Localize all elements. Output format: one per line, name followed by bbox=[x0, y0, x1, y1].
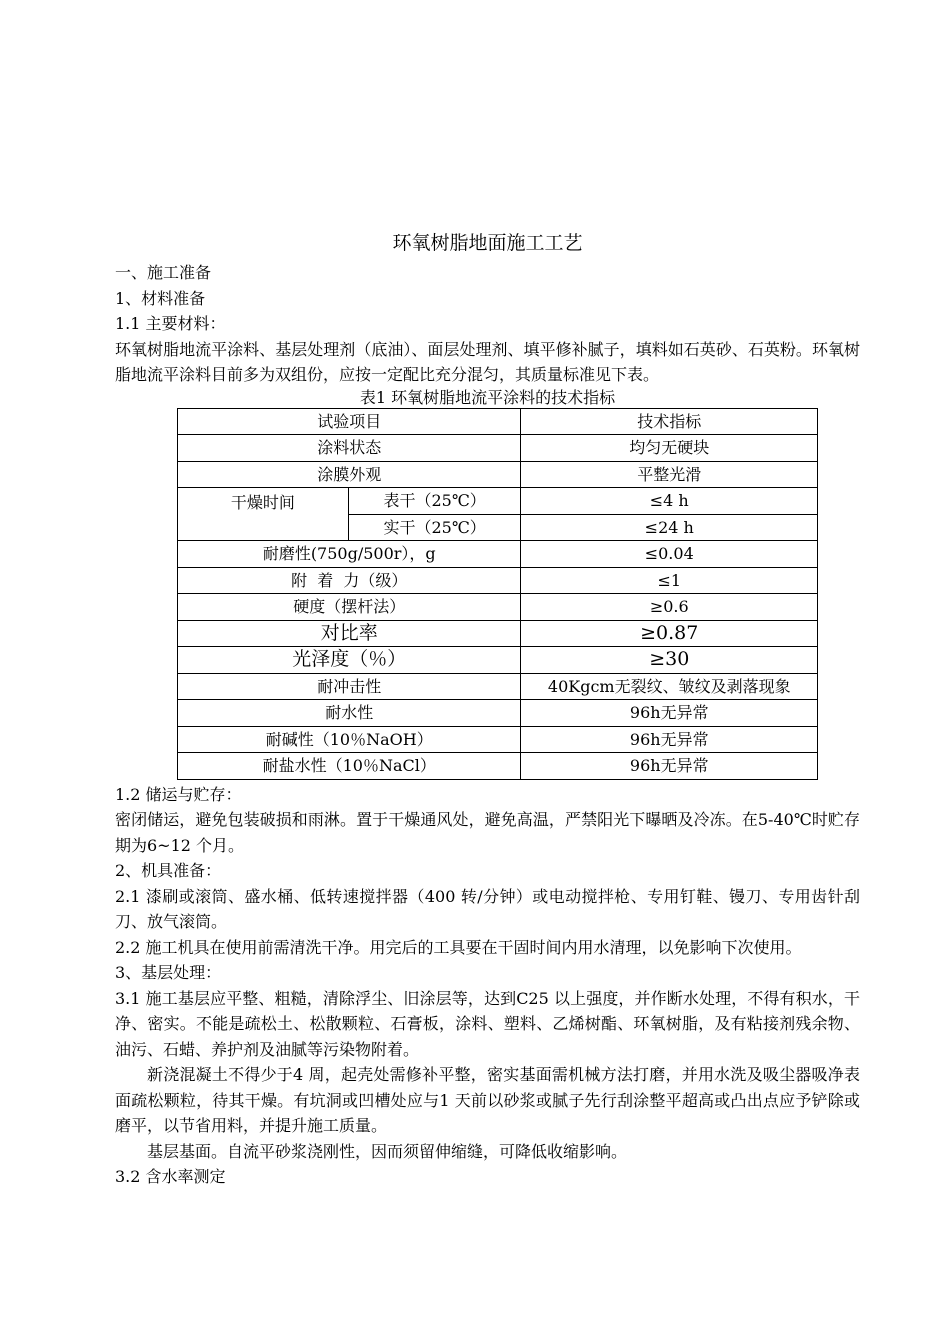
table-row bbox=[178, 461, 818, 488]
table-header-cell: 技术指标 bbox=[521, 408, 818, 435]
tools-2-2-paragraph: 2.2 施工机具在使用前需清洗干净。用完后的工具要在干固时间内用水清理，以免影响下次使用。 bbox=[115, 937, 802, 957]
table-cell: ≤0.04 bbox=[521, 541, 818, 568]
table-cell: ≥0.6 bbox=[521, 594, 818, 621]
storage-paragraph: 密闭储运，避免包装破损和雨淋。置于干燥通风处，避免高温，严禁阳光下曝晒及冷冻。在5-40℃时贮存期为6~12 个月。 bbox=[115, 810, 860, 855]
table-row bbox=[178, 488, 818, 515]
section-1-1-heading: 1、材料准备 bbox=[115, 288, 206, 308]
table-cell: 耐冲击性 bbox=[178, 673, 521, 700]
base-3-1-paragraph: 3.1 施工基层应平整、粗糙，清除浮尘、旧涂层等，达到C25 以上强度，并作断水处理，不得有积水，干净、密实。不能是疏松土、松散颗粒、石膏板，涂料、塑料、乙烯树酯、环氧树脂，及有粘接剂残余物、油污、石蜡、养护剂及油腻等污染物附着。 bbox=[115, 988, 860, 1059]
table-cell: 涂料状态 bbox=[178, 435, 521, 462]
section-3-heading: 3、基层处理： bbox=[115, 963, 222, 982]
table-cell: ≤4 h bbox=[521, 488, 818, 515]
table-caption: 表1 环氧树脂地流平涂料的技术指标 bbox=[359, 387, 616, 407]
table-cell: 耐水性 bbox=[178, 700, 521, 727]
tools-2-1-paragraph: 2.1 漆刷或滚筒、盛水桶、低转速搅拌器（400 转/分钟）或电动搅拌枪、专用钉鞋、镘刀、专用齿针刮刀、放气滚筒。 bbox=[115, 886, 860, 931]
table-header-cell: 试验项目 bbox=[178, 408, 521, 435]
table-cell: 表干（25℃） bbox=[348, 488, 521, 515]
table-cell: 96h无异常 bbox=[521, 753, 818, 780]
table-cell: 耐盐水性（10％NaCl） bbox=[178, 753, 521, 780]
table-cell: 耐碱性（10％NaOH） bbox=[178, 726, 521, 753]
table-row bbox=[178, 726, 818, 753]
table-cell: 平整光滑 bbox=[521, 461, 818, 488]
table-header-row bbox=[178, 408, 818, 435]
table-cell: 附 着 力（级） bbox=[178, 567, 521, 594]
table-cell: 硬度（摆杆法） bbox=[178, 594, 521, 621]
spec-table bbox=[177, 408, 818, 780]
table-cell: ≥0.87 bbox=[521, 620, 818, 647]
table-cell: 干燥时间 bbox=[178, 488, 349, 541]
table-row bbox=[178, 700, 818, 727]
table-cell: 40Kgcm无裂纹、皱纹及剥落现象 bbox=[521, 673, 818, 700]
document-page bbox=[115, 228, 860, 1190]
table-cell: 96h无异常 bbox=[521, 726, 818, 753]
section-3-2-heading: 3.2 含水率测定 bbox=[115, 1167, 226, 1186]
table-cell: 96h无异常 bbox=[521, 700, 818, 727]
table-cell: ≤1 bbox=[521, 567, 818, 594]
document-title: 环氧树脂地面施工工艺 bbox=[392, 232, 583, 254]
table-cell: 涂膜外观 bbox=[178, 461, 521, 488]
materials-paragraph: 环氧树脂地流平涂料、基层处理剂（底油）、面层处理剂、填平修补腻子，填料如石英砂、石英粉。环氧树脂地流平涂料目前多为双组份，应按一定配比充分混匀，其质量标准见下表。 bbox=[115, 339, 860, 384]
table-row bbox=[178, 567, 818, 594]
section-1-heading: 一、施工准备 bbox=[115, 263, 212, 282]
table-cell: ≥30 bbox=[521, 647, 818, 674]
table-cell: 均匀无硬块 bbox=[521, 435, 818, 462]
table-cell: 实干（25℃） bbox=[348, 514, 521, 541]
table-row bbox=[178, 753, 818, 780]
table-row bbox=[178, 647, 818, 674]
table-row bbox=[178, 594, 818, 621]
table-row bbox=[178, 435, 818, 462]
section-1-2-heading: 1.2 储运与贮存： bbox=[115, 784, 242, 804]
section-1-1-1-heading: 1.1 主要材料： bbox=[115, 314, 226, 333]
table-cell: 对比率 bbox=[178, 620, 521, 647]
base-paragraph-2: 新浇混凝土不得少于4 周，起壳处需修补平整，密实基面需机械方法打磨，并用水洗及吸尘器吸净表面疏松颗粒，待其干燥。有坑洞或凹槽处应与1 天前以砂浆或腻子先行刮涂整平超高或凸出点应予铲除或磨平，以节省用料，并提升施工质量。 bbox=[115, 1065, 860, 1135]
table-cell: 耐磨性(750g/500r），g bbox=[178, 541, 521, 568]
base-paragraph-3: 基层基面。自流平砂浆浇刚性，因而须留伸缩缝，可降低收缩影响。 bbox=[147, 1141, 628, 1161]
table-cell: 光泽度（％） bbox=[178, 647, 521, 674]
table-row bbox=[178, 673, 818, 700]
table-row bbox=[178, 620, 818, 647]
section-2-heading: 2、机具准备： bbox=[115, 861, 222, 880]
table-row bbox=[178, 541, 818, 568]
table-cell: ≤24 h bbox=[521, 514, 818, 541]
